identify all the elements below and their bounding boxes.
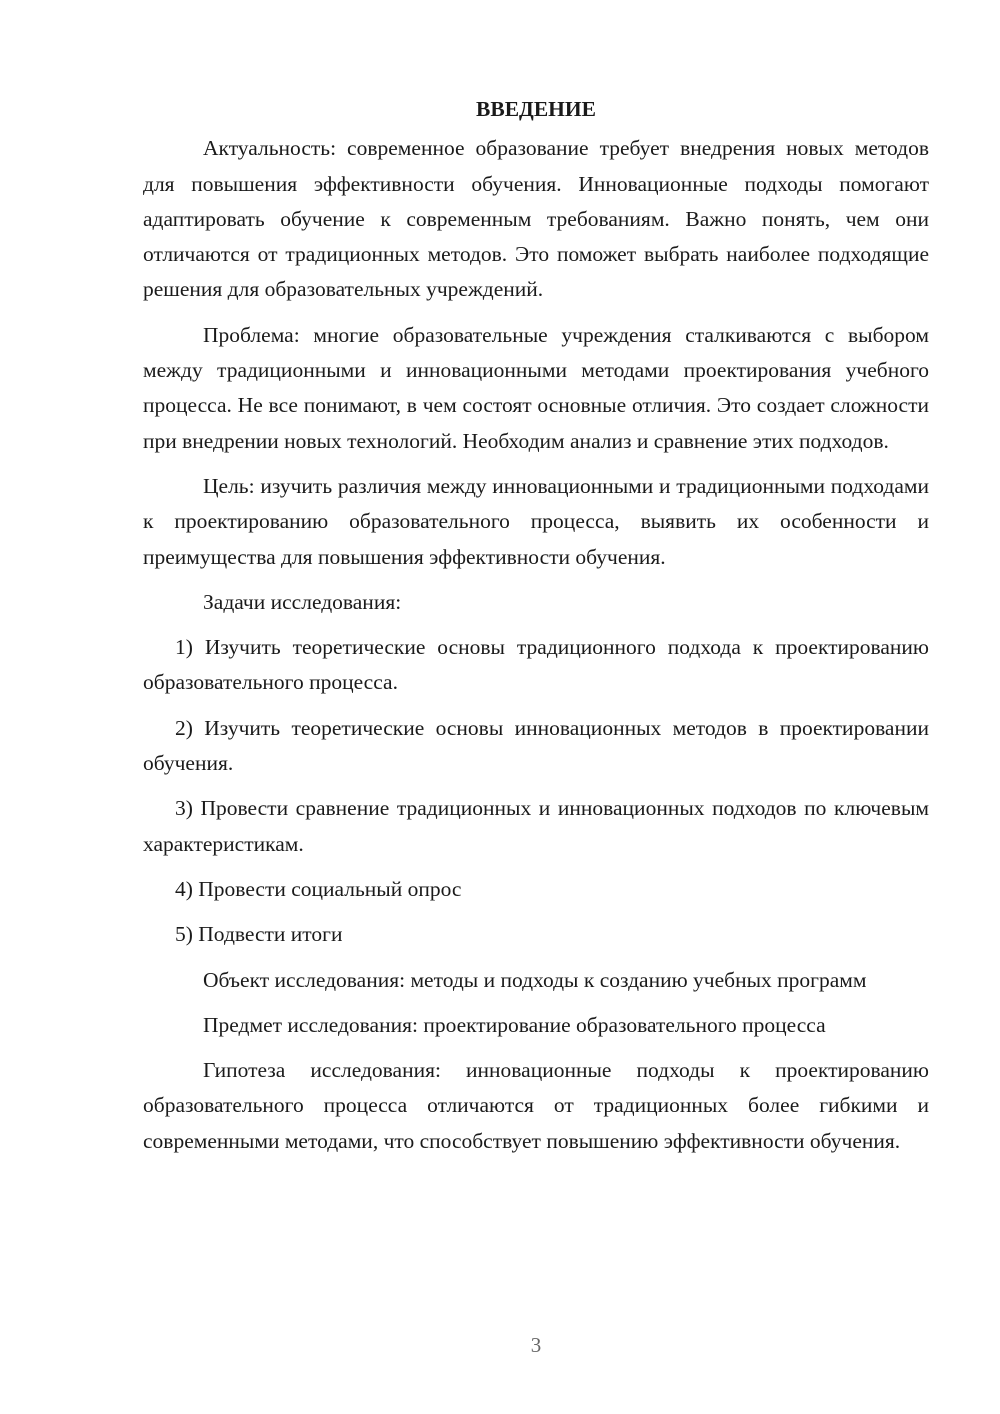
paragraph-subject: Предмет исследования: проектирование образовательного процесса	[203, 1012, 826, 1037]
paragraph-tasks-heading: Задачи исследования:	[203, 589, 402, 614]
task-item-2: 2) Изучить теоретические основы инновационных методов в проектировании обучения.	[143, 715, 929, 776]
page-number: 3	[530, 1333, 542, 1357]
task-item-3: 3) Провести сравнение традиционных и инновационных подходов по ключевым характеристикам.	[143, 796, 929, 856]
page-content	[143, 92, 929, 1169]
task-item-5: 5) Подвести итоги	[175, 922, 343, 947]
paragraph-relevance: Актуальность: современное образование требует внедрения новых методов для повышения эффективности обучения. Инновационные подходы помогают адаптировать обучение к современным требованиям. Важно понять, чем они отличаются от традиционных методов. Это поможет выбрать наиболее подходящие решения для образовательных учреждений.	[143, 136, 929, 302]
paragraph-problem: Проблема: многие образовательные учреждения сталкиваются с выбором между традиционными и инновационными методами проектирования учебного процесса. Не все понимают, в чем состоят основные отличия. Это создает сложности при внедрении новых технологий. Необходим анализ и сравнение этих подходов.	[143, 322, 929, 453]
paragraph-goal: Цель: изучить различия между инновационными и традиционными подходами к проектированию образовательного процесса, выявить их особенности и преимущества для повышения эффективности обучения.	[143, 473, 929, 569]
task-item-4: 4) Провести социальный опрос	[175, 876, 462, 901]
section-title: ВВЕДЕНИЕ	[476, 97, 596, 121]
paragraph-object: Объект исследования: методы и подходы к созданию учебных программ	[203, 967, 867, 992]
paragraph-hypothesis: Гипотеза исследования: инновационные подходы к проектированию образовательного процесса отличаются от традиционных более гибкими и современными методами, что способствует повышению эффективности обучения.	[143, 1058, 929, 1153]
task-item-1: 1) Изучить теоретические основы традиционного подхода к проектированию образовательного процесса.	[143, 635, 929, 695]
